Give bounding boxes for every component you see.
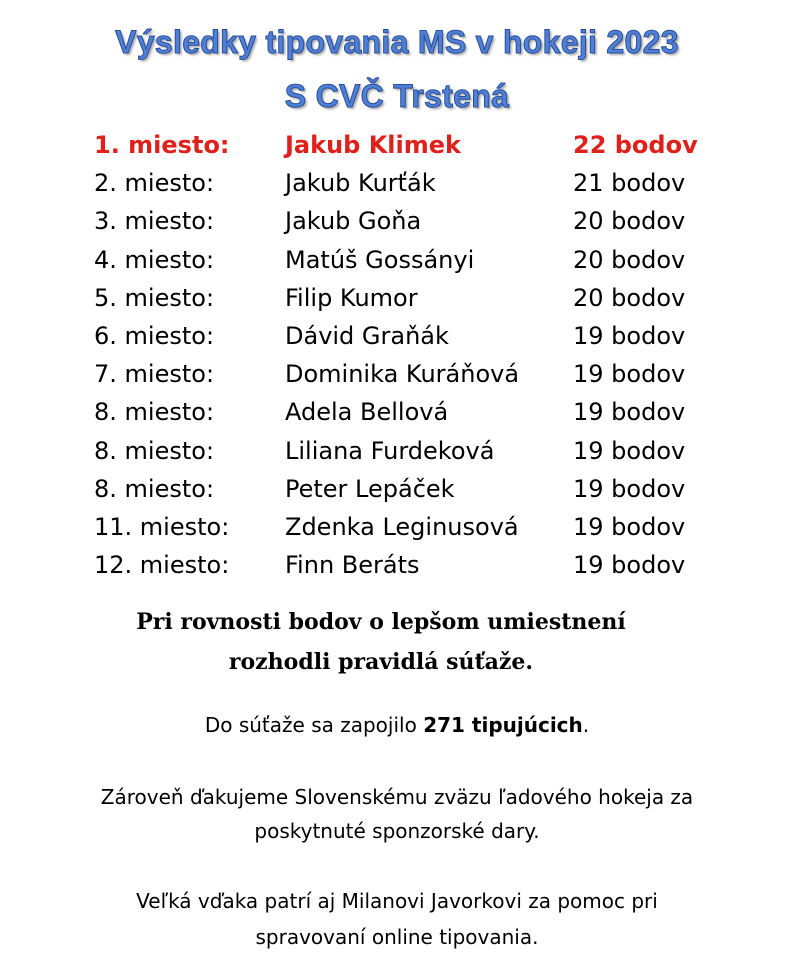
participant-name: Dominika Kuráňová [285,360,520,389]
thanks-sponsor-line1: Zároveň ďakujeme Slovenskému zväzu ľadového hokeja za [100,785,694,809]
participants-text [0,708,794,742]
results-row-1 [94,126,714,164]
points-value: 20 bodov [573,245,686,274]
participant-name: Jakub Klimek [285,131,462,159]
results-row-9 [94,432,714,470]
place-label: 7. miesto: [94,360,215,389]
points-value: 19 bodov [573,436,686,465]
results-row-4 [94,241,714,279]
place-label: 8. miesto: [94,398,215,427]
points-value: 21 bodov [573,169,686,198]
results-row-6 [94,317,714,355]
results-row-3 [94,202,714,240]
thanks-sponsor-line2: poskytnuté sponzorské dary. [254,819,540,843]
page-title: Výsledky tipovania MS v hokeji 2023 [115,24,679,60]
place-label: 4. miesto: [94,245,215,274]
place-label: 5. miesto: [94,283,215,312]
participant-name: Finn Beráts [285,551,420,580]
results-row-12 [94,546,714,584]
results-list [94,126,714,584]
participant-name: Zdenka Leginusová [285,512,519,541]
results-row-2 [94,164,714,202]
tie-rule-note-line2: rozhodli pravidlá súťaže. [228,649,534,675]
place-label: 8. miesto: [94,436,215,465]
place-label: 1. miesto: [94,131,230,159]
participants-count: 271 tipujúcich [423,713,583,737]
results-row-8 [94,393,714,431]
participant-name: Filip Kumor [285,283,418,312]
points-value: 20 bodov [573,283,686,312]
place-label: 6. miesto: [94,321,215,350]
tie-rule-note-line1: Pri rovnosti bodov o lepšom umiestnení [136,609,626,635]
results-row-5 [94,279,714,317]
participant-name: Jakub Kurťák [285,169,436,198]
participant-name: Matúš Gossányi [285,245,475,274]
points-value: 19 bodov [573,512,686,541]
thanks-helper-line1: Veľká vďaka patrí aj Milanovi Javorkovi za pomoc pri [136,889,658,913]
place-label: 2. miesto: [94,169,215,198]
page-subtitle: S CVČ Trstená [284,78,510,114]
place-label: 11. miesto: [94,512,230,541]
points-value: 19 bodov [573,474,686,503]
points-value: 22 bodov [573,131,698,159]
participant-name: Adela Bellová [285,398,449,427]
points-value: 19 bodov [573,321,686,350]
results-row-11 [94,508,714,546]
participant-name: Liliana Furdeková [285,436,495,465]
participant-name: Peter Lepáček [285,474,455,503]
points-value: 20 bodov [573,207,686,236]
results-row-7 [94,355,714,393]
place-label: 3. miesto: [94,207,215,236]
participant-name: Jakub Goňa [285,207,422,236]
results-row-10 [94,470,714,508]
place-label: 12. miesto: [94,551,230,580]
points-value: 19 bodov [573,398,686,427]
points-value: 19 bodov [573,551,686,580]
points-value: 19 bodov [573,360,686,389]
participants-suffix: . [582,713,590,737]
participant-name: Dávid Graňák [285,321,449,350]
place-label: 8. miesto: [94,474,215,503]
participants-prefix: Do súťaže sa zapojilo [204,713,424,737]
thanks-helper-line2: spravovaní online tipovania. [255,925,539,949]
